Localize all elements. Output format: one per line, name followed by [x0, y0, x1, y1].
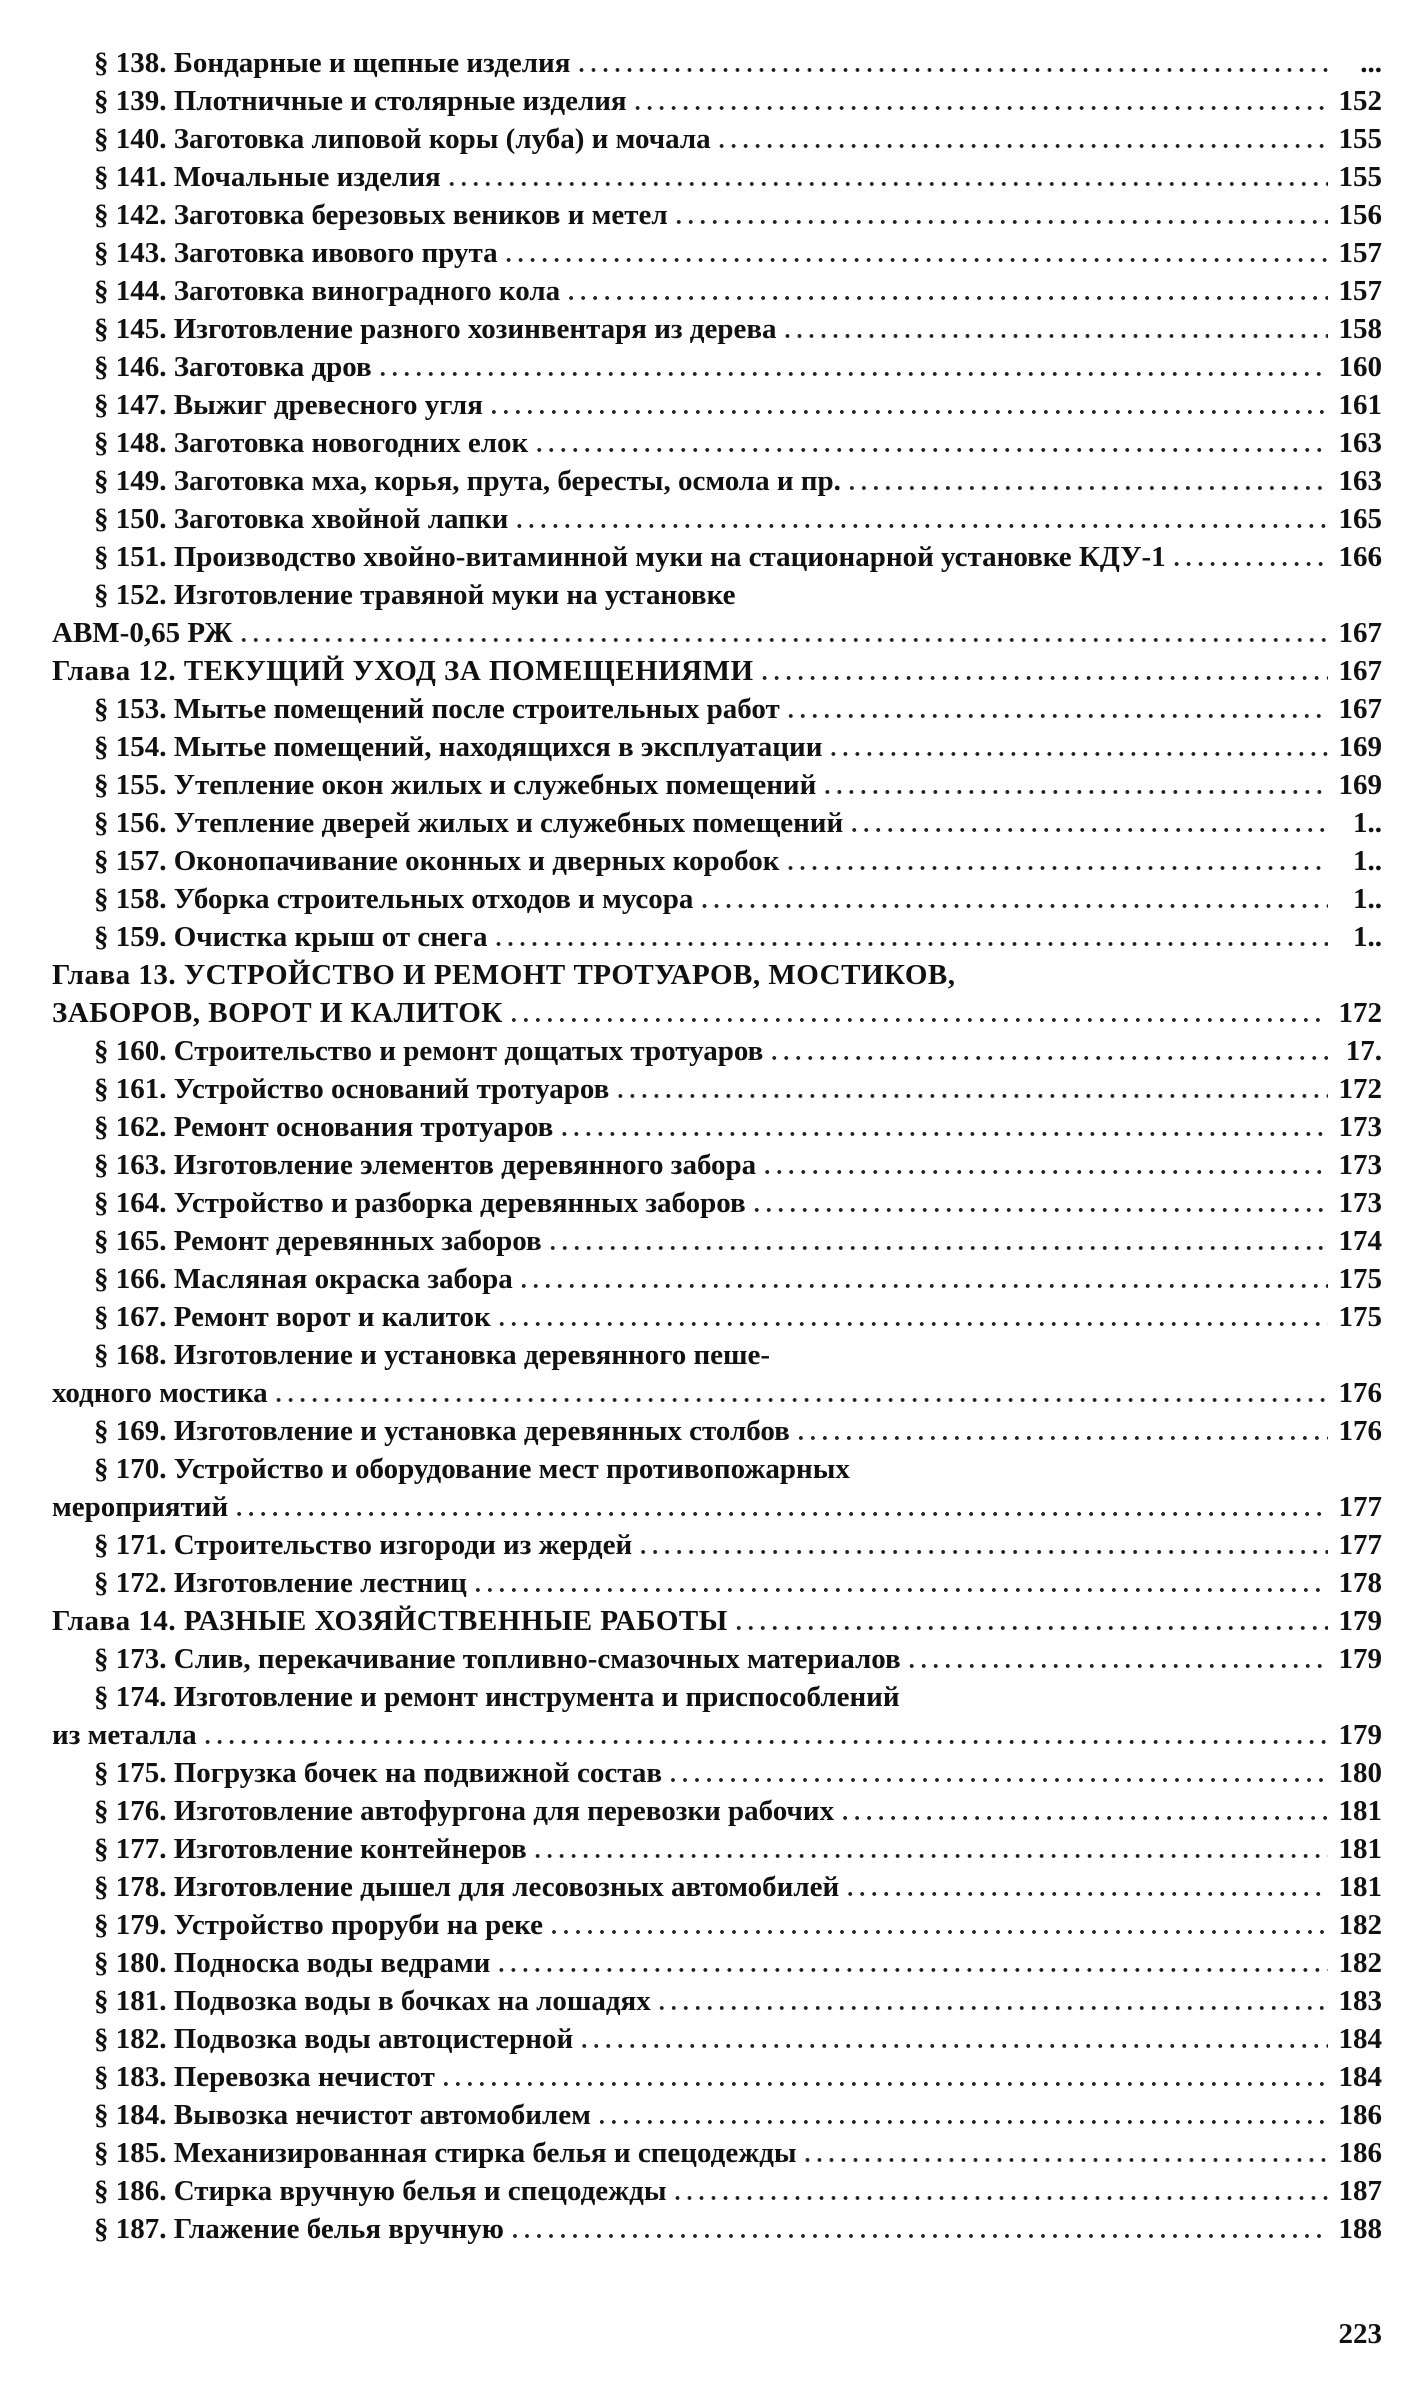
toc-chapter-entry: [52, 956, 1382, 1032]
dot-leader: [581, 2022, 1328, 2060]
toc-entry-line: [52, 2210, 1382, 2248]
toc-entry-title: § 141. Мочальные изделия: [94, 161, 441, 193]
toc-entry-line: [52, 1260, 1382, 1298]
toc-section-entry: [52, 500, 1382, 538]
toc-entry-line: [52, 2096, 1382, 2134]
toc-section-entry: [52, 1108, 1382, 1146]
toc-entry-title: § 163. Изготовление элементов деревянного забора: [94, 1149, 757, 1181]
dot-leader: [568, 274, 1328, 312]
toc-section-entry: [52, 1944, 1382, 1982]
toc-page-number: 167: [1338, 655, 1382, 687]
toc-entry-title: § 184. Вывозка нечистот автомобилем: [94, 2099, 591, 2131]
toc-entry-title: § 166. Масляная окраска забора: [94, 1263, 513, 1295]
toc-entry-line: [52, 44, 1382, 82]
toc-section-entry: [52, 234, 1382, 272]
toc-section-entry: [52, 272, 1382, 310]
toc-section-entry: [52, 120, 1382, 158]
toc-entry-line: [52, 1222, 1382, 1260]
dot-leader: [443, 2060, 1328, 2098]
toc-entry-line: [52, 1640, 1382, 1678]
toc-page-number: 173: [1338, 1111, 1382, 1143]
toc-section-entry: [52, 538, 1382, 576]
toc-entry-title: § 157. Оконопачивание оконных и дверных коробок: [94, 845, 780, 877]
toc-page-number: 176: [1338, 1415, 1382, 1447]
toc-entry-title: § 147. Выжиг древесного угля: [94, 389, 483, 421]
dot-leader: [635, 84, 1328, 122]
toc-section-entry: [52, 2210, 1382, 2248]
toc-entry-line: [52, 2134, 1382, 2172]
dot-leader: [754, 1186, 1328, 1224]
toc-entry-title: § 185. Механизированная стирка белья и спецодежды: [94, 2137, 797, 2169]
toc-page-number: 169: [1338, 769, 1382, 801]
toc-entry-title: § 173. Слив, перекачивание топливно-смазочных материалов: [94, 1643, 901, 1675]
toc-entry-title: § 160. Строительство и ремонт дощатых тротуаров: [94, 1035, 764, 1067]
toc-section-entry: [52, 1450, 1382, 1526]
toc-entry-line: [52, 1982, 1382, 2020]
toc-page-number: 163: [1338, 465, 1382, 497]
dot-leader: [798, 1414, 1328, 1452]
dot-leader: [495, 920, 1328, 958]
page-number: 223: [1338, 2318, 1382, 2350]
toc-page-number: 169: [1338, 731, 1382, 763]
toc-section-entry: [52, 1222, 1382, 1260]
toc-page-number: 177: [1338, 1529, 1382, 1561]
toc-section-entry: [52, 2134, 1382, 2172]
toc-section-entry: [52, 1640, 1382, 1678]
dot-leader: [640, 1528, 1328, 1566]
toc-entry-line: [52, 1906, 1382, 1944]
toc-section-entry: [52, 728, 1382, 766]
toc-page-number: 160: [1338, 351, 1382, 383]
dot-leader: [475, 1566, 1328, 1604]
toc-page-number: 177: [1338, 1491, 1382, 1523]
toc-entry-line: [52, 1412, 1382, 1450]
dot-leader: [1174, 540, 1328, 578]
dot-leader: [670, 1756, 1328, 1794]
toc-page-number: 167: [1338, 617, 1382, 649]
dot-leader: [380, 350, 1328, 388]
toc-page-number: 179: [1338, 1719, 1382, 1751]
toc-page-number: 157: [1338, 275, 1382, 307]
toc-page-number: 1..: [1353, 921, 1382, 953]
dot-leader: [536, 426, 1328, 464]
dot-leader: [578, 46, 1328, 84]
toc-entry-title: ходного мостика: [52, 1377, 268, 1409]
toc-section-entry: [52, 1146, 1382, 1184]
toc-entry-line: [52, 956, 1382, 994]
toc-entry-title: § 168. Изготовление и установка деревянного пеше-: [94, 1339, 771, 1371]
toc-entry-title: § 181. Подвозка воды в бочках на лошадях: [94, 1985, 651, 2017]
toc-entry-title: § 165. Ремонт деревянных заборов: [94, 1225, 542, 1257]
dot-leader: [241, 616, 1328, 654]
toc-entry-line: [52, 1944, 1382, 1982]
toc-entry-title: § 170. Устройство и оборудование мест противопожарных: [94, 1453, 850, 1485]
dot-leader: [512, 2212, 1328, 2250]
toc-entry-title: Глава 12. ТЕКУЩИЙ УХОД ЗА ПОМЕЩЕНИЯМИ: [52, 655, 754, 687]
toc-entry-title: § 153. Мытье помещений после строительных работ: [94, 693, 780, 725]
toc-page-number: 179: [1338, 1605, 1382, 1637]
toc-page-number: 1..: [1353, 807, 1382, 839]
dot-leader: [764, 1148, 1328, 1186]
toc-entry-line: [52, 82, 1382, 120]
toc-page-number: 17.: [1345, 1035, 1382, 1067]
toc-entry-title: ЗАБОРОВ, ВОРОТ И КАЛИТОК: [52, 997, 503, 1029]
toc-page-number: 181: [1338, 1871, 1382, 1903]
toc-section-entry: [52, 348, 1382, 386]
toc-entry-line: [52, 994, 1382, 1032]
toc-section-entry: [52, 1564, 1382, 1602]
dot-leader: [236, 1490, 1328, 1528]
toc-entry-title: § 155. Утепление окон жилых и служебных помещений: [94, 769, 817, 801]
toc-section-entry: [52, 1070, 1382, 1108]
dot-leader: [499, 1300, 1328, 1338]
toc-entry-title: § 164. Устройство и разборка деревянных заборов: [94, 1187, 746, 1219]
toc-page-number: 181: [1338, 1795, 1382, 1827]
toc-entry-title: § 179. Устройство проруби на реке: [94, 1909, 544, 1941]
dot-leader: [498, 1946, 1328, 1984]
toc-entry-title: Глава 14. РАЗНЫЕ ХОЗЯЙСТВЕННЫЕ РАБОТЫ: [52, 1605, 728, 1637]
dot-leader: [276, 1376, 1328, 1414]
dot-leader: [719, 122, 1328, 160]
toc-entry-title: § 154. Мытье помещений, находящихся в эксплуатации: [94, 731, 823, 763]
toc-entry-line: [52, 1526, 1382, 1564]
toc-section-entry: [52, 158, 1382, 196]
toc-entry-line: [52, 2058, 1382, 2096]
toc-entry-line: [52, 538, 1382, 576]
toc-page-number: 183: [1338, 1985, 1382, 2017]
toc-entry-line: [52, 690, 1382, 728]
toc-entry-title: § 149. Заготовка мха, корья, прута, бересты, осмола и пр.: [94, 465, 841, 497]
toc-entry-line: [52, 234, 1382, 272]
toc-section-entry: [52, 44, 1382, 82]
toc-entry-line: [52, 576, 1382, 614]
toc-entry-line: [52, 1868, 1382, 1906]
toc-page-number: 187: [1338, 2175, 1382, 2207]
toc-entry-line: [52, 348, 1382, 386]
dot-leader: [551, 1908, 1328, 1946]
toc-entry-title: § 144. Заготовка виноградного кола: [94, 275, 561, 307]
toc-page-number: 157: [1338, 237, 1382, 269]
toc-page-number: 167: [1338, 693, 1382, 725]
toc-entry-title: § 180. Подноска воды ведрами: [94, 1947, 491, 1979]
toc-page-number: 182: [1338, 1909, 1382, 1941]
toc-section-entry: [52, 1868, 1382, 1906]
toc-page-number: 172: [1338, 1073, 1382, 1105]
toc-entry-line: [52, 1298, 1382, 1336]
dot-leader: [736, 1604, 1328, 1642]
toc-section-entry: [52, 310, 1382, 348]
toc-entry-line: [52, 310, 1382, 348]
dot-leader: [851, 806, 1328, 844]
toc-section-entry: [52, 2020, 1382, 2058]
toc-entry-line: [52, 158, 1382, 196]
toc-entry-line: [52, 1184, 1382, 1222]
toc-entry-title: § 158. Уборка строительных отходов и мусора: [94, 883, 694, 915]
toc-section-entry: [52, 1526, 1382, 1564]
toc-section-entry: [52, 576, 1382, 652]
toc-section-entry: [52, 1754, 1382, 1792]
toc-section-entry: [52, 918, 1382, 956]
toc-page-number: 161: [1338, 389, 1382, 421]
toc-section-entry: [52, 1792, 1382, 1830]
toc-entry-title: § 150. Заготовка хвойной лапки: [94, 503, 509, 535]
toc-entry-title: § 143. Заготовка ивового прута: [94, 237, 498, 269]
toc-section-entry: [52, 766, 1382, 804]
toc-entry-title: § 140. Заготовка липовой коры (луба) и мочала: [94, 123, 711, 155]
toc-entry-title: § 171. Строительство изгороди из жердей: [94, 1529, 633, 1561]
toc-page-number: 166: [1338, 541, 1382, 573]
toc-entry-title: § 151. Производство хвойно-витаминной муки на стационарной установке КДУ-1: [94, 541, 1166, 573]
toc-section-entry: [52, 424, 1382, 462]
toc-entry-title: § 139. Плотничные и столярные изделия: [94, 85, 627, 117]
toc-entry-title: § 172. Изготовление лестниц: [94, 1567, 467, 1599]
toc-entry-title: § 187. Глажение белья вручную: [94, 2213, 504, 2245]
toc-section-entry: [52, 1906, 1382, 1944]
dot-leader: [805, 2136, 1328, 2174]
toc-entry-line: [52, 1070, 1382, 1108]
toc-entry-line: [52, 500, 1382, 538]
dot-leader: [659, 1984, 1328, 2022]
toc-entry-title: § 162. Ремонт основания тротуаров: [94, 1111, 554, 1143]
toc-entry-line: [52, 1488, 1382, 1526]
dot-leader: [842, 1794, 1328, 1832]
toc-entry-line: [52, 918, 1382, 956]
toc-section-entry: [52, 2096, 1382, 2134]
toc-entry-line: [52, 120, 1382, 158]
toc-page-number: 163: [1338, 427, 1382, 459]
toc-page-number: 1..: [1353, 845, 1382, 877]
toc-entry-title: § 161. Устройство оснований тротуаров: [94, 1073, 610, 1105]
toc-entry-line: [52, 196, 1382, 234]
toc-entry-title: § 176. Изготовление автофургона для перевозки рабочих: [94, 1795, 835, 1827]
toc-entry-title: § 145. Изготовление разного хозинвентаря из дерева: [94, 313, 777, 345]
toc-entry-line: [52, 1678, 1382, 1716]
toc-entry-title: § 152. Изготовление травяной муки на установке: [94, 579, 736, 611]
toc-page-number: 173: [1338, 1187, 1382, 1219]
toc-entry-line: [52, 1564, 1382, 1602]
toc-entry-title: § 169. Изготовление и установка деревянных столбов: [94, 1415, 790, 1447]
toc-section-entry: [52, 842, 1382, 880]
dot-leader: [849, 464, 1328, 502]
toc-entry-title: § 178. Изготовление дышел для лесовозных автомобилей: [94, 1871, 840, 1903]
toc-entry-line: [52, 1602, 1382, 1640]
toc-page-number: 186: [1338, 2137, 1382, 2169]
toc-section-entry: [52, 2058, 1382, 2096]
toc-entry-line: [52, 424, 1382, 462]
toc-section-entry: [52, 880, 1382, 918]
toc-entry-line: [52, 1792, 1382, 1830]
toc-section-entry: [52, 2172, 1382, 2210]
toc-chapter-entry: [52, 652, 1382, 690]
toc-section-entry: [52, 1678, 1382, 1754]
dot-leader: [787, 844, 1328, 882]
toc-chapter-entry: [52, 1602, 1382, 1640]
dot-leader: [762, 654, 1328, 692]
dot-leader: [830, 730, 1328, 768]
toc-page-number: 156: [1338, 199, 1382, 231]
toc-page-number: 172: [1338, 997, 1382, 1029]
dot-leader: [516, 502, 1328, 540]
dot-leader: [847, 1870, 1328, 1908]
toc-entry-line: [52, 1336, 1382, 1374]
dot-leader: [550, 1224, 1328, 1262]
dot-leader: [676, 198, 1328, 236]
toc-entry-line: [52, 1450, 1382, 1488]
toc-page-number: 152: [1338, 85, 1382, 117]
toc-page-number: 176: [1338, 1377, 1382, 1409]
toc-page-number: 175: [1338, 1301, 1382, 1333]
toc-section-entry: [52, 386, 1382, 424]
dot-leader: [599, 2098, 1328, 2136]
toc-entry-title: § 186. Стирка вручную белья и спецодежды: [94, 2175, 667, 2207]
toc-section-entry: [52, 1412, 1382, 1450]
dot-leader: [506, 236, 1328, 274]
toc-page-number: 180: [1338, 1757, 1382, 1789]
toc-section-entry: [52, 690, 1382, 728]
toc-entry-line: [52, 1146, 1382, 1184]
toc-page-number: 175: [1338, 1263, 1382, 1295]
toc-entry-title: АВМ-0,65 РЖ: [52, 617, 233, 649]
toc-section-entry: [52, 462, 1382, 500]
dot-leader: [701, 882, 1328, 920]
toc-page-number: 1..: [1353, 883, 1382, 915]
dot-leader: [788, 692, 1328, 730]
toc-section-entry: [52, 1298, 1382, 1336]
toc-entry-line: [52, 386, 1382, 424]
toc-page-number: 186: [1338, 2099, 1382, 2131]
toc-page-number: 158: [1338, 313, 1382, 345]
toc-entry-title: § 174. Изготовление и ремонт инструмента и приспособлений: [94, 1681, 900, 1713]
toc-entry-line: [52, 1830, 1382, 1868]
dot-leader: [617, 1072, 1328, 1110]
dot-leader: [521, 1262, 1328, 1300]
toc-page-number: 179: [1338, 1643, 1382, 1675]
toc-entry-line: [52, 1374, 1382, 1412]
toc-entry-title: § 159. Очистка крыш от снега: [94, 921, 488, 953]
toc-entry-line: [52, 766, 1382, 804]
table-of-contents: [52, 44, 1382, 2248]
dot-leader: [909, 1642, 1328, 1680]
dot-leader: [561, 1110, 1328, 1148]
toc-entry-line: [52, 804, 1382, 842]
dot-leader: [205, 1718, 1328, 1756]
toc-entry-line: [52, 1754, 1382, 1792]
toc-section-entry: [52, 196, 1382, 234]
toc-entry-title: § 182. Подвозка воды автоцистерной: [94, 2023, 574, 2055]
toc-entry-title: § 167. Ремонт ворот и калиток: [94, 1301, 491, 1333]
dot-leader: [535, 1832, 1328, 1870]
toc-entry-title: мероприятий: [52, 1491, 229, 1523]
toc-entry-title: § 148. Заготовка новогодних елок: [94, 427, 529, 459]
toc-page-number: 173: [1338, 1149, 1382, 1181]
toc-page-number: 155: [1338, 161, 1382, 193]
toc-section-entry: [52, 1830, 1382, 1868]
toc-entry-title: § 156. Утепление дверей жилых и служебных помещений: [94, 807, 844, 839]
toc-section-entry: [52, 1336, 1382, 1412]
toc-entry-title: § 175. Погрузка бочек на подвижной состав: [94, 1757, 663, 1789]
dot-leader: [491, 388, 1328, 426]
dot-leader: [449, 160, 1328, 198]
toc-page-number: 181: [1338, 1833, 1382, 1865]
toc-page-number: 182: [1338, 1947, 1382, 1979]
toc-entry-line: [52, 2172, 1382, 2210]
toc-page-number: 155: [1338, 123, 1382, 155]
toc-page-number: 184: [1338, 2023, 1382, 2055]
toc-entry-line: [52, 652, 1382, 690]
toc-entry-line: [52, 1032, 1382, 1070]
toc-entry-line: [52, 842, 1382, 880]
toc-entry-line: [52, 462, 1382, 500]
toc-entry-title: § 146. Заготовка дров: [94, 351, 372, 383]
toc-entry-title: Глава 13. УСТРОЙСТВО И РЕМОНТ ТРОТУАРОВ, МОСТИКОВ,: [52, 959, 956, 991]
dot-leader: [511, 996, 1328, 1034]
toc-section-entry: [52, 82, 1382, 120]
dot-leader: [771, 1034, 1328, 1072]
toc-entry-line: [52, 728, 1382, 766]
toc-section-entry: [52, 1184, 1382, 1222]
toc-page-number: 165: [1338, 503, 1382, 535]
toc-entry-line: [52, 614, 1382, 652]
toc-page-number: 184: [1338, 2061, 1382, 2093]
toc-section-entry: [52, 1032, 1382, 1070]
toc-entry-line: [52, 1716, 1382, 1754]
toc-entry-line: [52, 1108, 1382, 1146]
dot-leader: [675, 2174, 1329, 2212]
toc-section-entry: [52, 804, 1382, 842]
toc-page-number: 178: [1338, 1567, 1382, 1599]
toc-entry-line: [52, 2020, 1382, 2058]
toc-page-number: 188: [1338, 2213, 1382, 2245]
toc-page-number: 174: [1338, 1225, 1382, 1257]
toc-page-number: ...: [1360, 47, 1382, 79]
dot-leader: [824, 768, 1328, 806]
toc-entry-line: [52, 880, 1382, 918]
toc-section-entry: [52, 1982, 1382, 2020]
toc-entry-title: § 138. Бондарные и щепные изделия: [94, 47, 571, 79]
toc-section-entry: [52, 1260, 1382, 1298]
toc-entry-title: § 183. Перевозка нечистот: [94, 2061, 435, 2093]
toc-entry-title: из металла: [52, 1719, 197, 1751]
dot-leader: [785, 312, 1328, 350]
toc-entry-title: § 177. Изготовление контейнеров: [94, 1833, 527, 1865]
toc-entry-title: § 142. Заготовка березовых веников и метел: [94, 199, 668, 231]
toc-entry-line: [52, 272, 1382, 310]
